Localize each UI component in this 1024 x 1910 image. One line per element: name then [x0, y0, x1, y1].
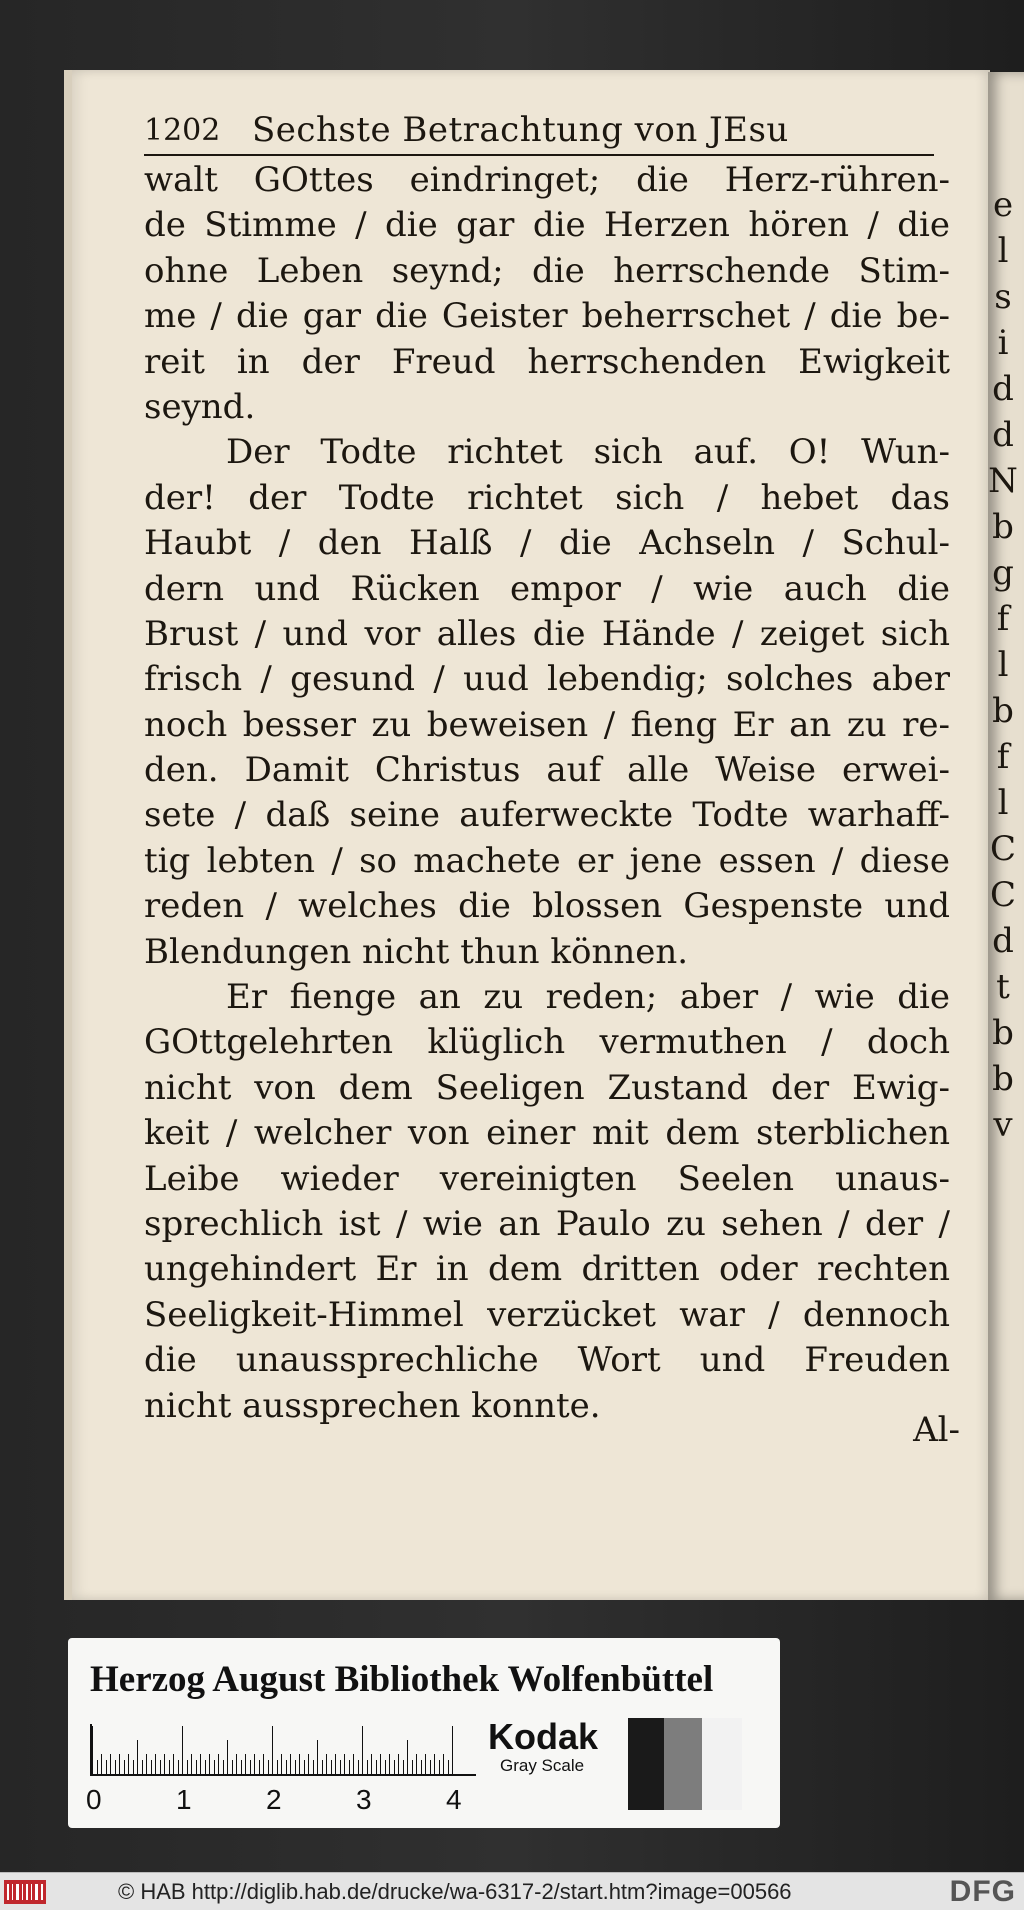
text-line: Der Todte richtet sich auf. O! Wun-	[226, 432, 950, 473]
text-line: sprechlich ist / wie an Paulo zu sehen / der /	[144, 1203, 950, 1244]
ruler-tick	[151, 1760, 152, 1774]
ruler-tick	[232, 1760, 233, 1774]
facing-page-letter: e	[992, 185, 1014, 225]
ruler-tick	[133, 1760, 134, 1774]
ruler-tick	[92, 1726, 93, 1774]
text-line: ohne Leben seynd; die herrschende Stim-	[144, 250, 950, 291]
text-line: GOttgelehrten klüglich vermuthen / doch	[144, 1022, 950, 1063]
source-url-link[interactable]: © HAB http://diglib.hab.de/drucke/wa-6317-2/start.htm?image=00566	[118, 1879, 792, 1904]
facing-page-letter: b	[992, 507, 1014, 547]
ruler-tick	[434, 1754, 435, 1774]
ruler-tick	[209, 1754, 210, 1774]
ruler-tick	[358, 1760, 359, 1774]
ruler-tick	[371, 1754, 372, 1774]
ruler-label: 1	[176, 1784, 192, 1815]
ruler-tick	[142, 1760, 143, 1774]
text-line: Haubt / den Halß / die Achseln / Schul-	[144, 523, 950, 564]
ruler-tick	[119, 1754, 120, 1774]
ruler-tick	[416, 1754, 417, 1774]
facing-page-letter: l	[997, 783, 1009, 823]
text-line: den. Damit Christus auf alle Weise erwei-	[144, 750, 950, 791]
text-line: keit / welcher von einer mit dem sterblichen	[144, 1113, 950, 1154]
swatch-white	[702, 1718, 742, 1810]
ruler-tick	[137, 1740, 138, 1774]
ruler-tick	[335, 1754, 336, 1774]
facing-page-edge	[988, 72, 1024, 1600]
kodak-logo: Kodak	[488, 1716, 599, 1757]
ruler-tick	[169, 1760, 170, 1774]
text-line: frisch / gesund / uud lebendig; solches aber	[144, 659, 950, 700]
ruler-tick	[412, 1760, 413, 1774]
swatch-black	[628, 1718, 664, 1810]
ruler-tick	[376, 1760, 377, 1774]
running-title: Sechste Betrachtung von JEsu	[252, 110, 789, 150]
ruler-tick	[200, 1754, 201, 1774]
page-number: 1202	[144, 113, 221, 148]
ruler-tick	[214, 1760, 215, 1774]
hab-barcode-icon	[4, 1880, 46, 1904]
ruler-tick	[259, 1760, 260, 1774]
text-line: walt GOttes eindringet; die Herz-rühren-	[144, 160, 950, 200]
ruler-tick	[182, 1726, 183, 1774]
ruler-tick	[295, 1760, 296, 1774]
ruler-tick	[385, 1760, 386, 1774]
facing-page-letter: l	[997, 645, 1009, 685]
facing-page-letters	[988, 182, 1018, 1148]
ruler-tick	[191, 1754, 192, 1774]
ruler-tick	[448, 1760, 449, 1774]
facing-page-letter: d	[992, 415, 1014, 455]
ruler-tick	[205, 1760, 206, 1774]
ruler-tick	[304, 1760, 305, 1774]
ruler-tick	[452, 1726, 453, 1774]
ruler-tick	[164, 1754, 165, 1774]
text-line: de Stimme / die gar die Herzen hören / die	[144, 205, 950, 246]
facing-page-letter: C	[989, 829, 1016, 869]
measurement-ruler	[90, 1724, 476, 1776]
ruler-tick	[106, 1760, 107, 1774]
ruler-tick	[331, 1760, 332, 1774]
ruler-tick	[407, 1740, 408, 1774]
facing-page-letter: t	[996, 967, 1010, 1007]
ruler-tick	[97, 1760, 98, 1774]
ruler-tick	[110, 1754, 111, 1774]
ruler-tick	[115, 1760, 116, 1774]
ruler-tick	[173, 1754, 174, 1774]
ruler-tick	[353, 1754, 354, 1774]
text-line: die unaussprechliche Wort und Freuden	[144, 1340, 950, 1381]
text-line: Leibe wieder vereinigten Seelen unaus-	[144, 1158, 950, 1199]
text-line: nicht aussprechen konnte.	[144, 1385, 601, 1426]
ruler-label: 4	[446, 1784, 462, 1815]
ruler-tick	[236, 1754, 237, 1774]
text-line: tig lebten / so machete er jene essen / diese	[144, 840, 950, 881]
ruler-tick	[317, 1740, 318, 1774]
page-header	[144, 108, 934, 156]
ruler-tick	[299, 1754, 300, 1774]
ruler-tick	[443, 1754, 444, 1774]
facing-page-letter: d	[992, 921, 1014, 961]
ruler-tick	[340, 1760, 341, 1774]
viewer-footer	[0, 1872, 1024, 1910]
institution-name: Herzog August Bibliothek Wolfenbüttel	[90, 1659, 714, 1700]
facing-page-letter: v	[993, 1105, 1013, 1145]
ruler-tick	[398, 1754, 399, 1774]
text-line: der! der Todte richtet sich / hebet das	[144, 477, 950, 518]
ruler-tick	[128, 1754, 129, 1774]
ruler-tick	[187, 1760, 188, 1774]
facing-page-letter: b	[992, 691, 1014, 731]
ruler-tick	[425, 1754, 426, 1774]
text-line: Er fienge an zu reden; aber / wie die	[226, 977, 950, 1018]
text-line: nicht von dem Seeligen Zustand der Ewig-	[144, 1067, 950, 1108]
ruler-tick	[254, 1754, 255, 1774]
color-calibration-card	[68, 1638, 780, 1828]
facing-page-letter: N	[988, 461, 1018, 501]
catchword: Al-	[913, 1410, 960, 1450]
facing-page-letter: f	[996, 599, 1010, 639]
ruler-tick	[367, 1760, 368, 1774]
ruler-tick	[439, 1760, 440, 1774]
ruler-tick	[362, 1726, 363, 1774]
facing-page-letter: b	[992, 1013, 1014, 1053]
facing-page-letter: f	[996, 737, 1010, 777]
facing-page-letter: d	[992, 369, 1014, 409]
ruler-tick	[394, 1760, 395, 1774]
ruler-tick	[227, 1740, 228, 1774]
ruler-tick	[146, 1754, 147, 1774]
ruler-label: 2	[266, 1784, 282, 1815]
dfg-logo: DFG	[949, 1875, 1016, 1908]
ruler-tick	[430, 1760, 431, 1774]
ruler-tick	[403, 1760, 404, 1774]
text-line: dern und Rücken empor / wie auch die	[144, 568, 950, 609]
facing-page-letter: i	[997, 323, 1009, 363]
facing-page-letter: C	[989, 875, 1016, 915]
text-line: me / die gar die Geister beherrschet / die be-	[144, 296, 950, 337]
ruler-tick	[268, 1760, 269, 1774]
ruler-tick	[380, 1754, 381, 1774]
ruler-tick	[421, 1760, 422, 1774]
ruler-labels	[86, 1784, 486, 1814]
facing-page-letter: l	[997, 231, 1009, 271]
gray-scale-label: Gray Scale	[500, 1756, 585, 1775]
text-line: sete / daß seine auferweckte Todte warhaff-	[144, 795, 950, 836]
ruler-tick	[344, 1754, 345, 1774]
ruler-label: 0	[86, 1784, 102, 1815]
text-line: Seeligkeit-Himmel verzücket war / dennoch	[144, 1294, 950, 1335]
text-line: reden / welches die blossen Gespenste und	[144, 886, 950, 927]
facing-page-letter: b	[992, 1059, 1014, 1099]
ruler-tick	[308, 1754, 309, 1774]
text-line: Brust / und vor alles die Hände / zeiget sich	[144, 613, 950, 654]
ruler-tick	[281, 1754, 282, 1774]
swatch-gray	[664, 1718, 702, 1810]
ruler-tick	[277, 1760, 278, 1774]
text-line: ungehindert Er in dem dritten oder rechten	[144, 1249, 950, 1290]
text-line: Blendungen nicht thun können.	[144, 931, 689, 972]
ruler-label: 3	[356, 1784, 372, 1815]
ruler-tick	[326, 1754, 327, 1774]
ruler-tick	[160, 1760, 161, 1774]
ruler-tick	[313, 1760, 314, 1774]
ruler-tick	[196, 1760, 197, 1774]
ruler-tick	[101, 1754, 102, 1774]
text-line: reit in der Freud herrschenden Ewigkeit	[144, 341, 950, 382]
ruler-tick	[286, 1760, 287, 1774]
ruler-tick	[272, 1726, 273, 1774]
ruler-tick	[124, 1760, 125, 1774]
ruler-tick	[223, 1760, 224, 1774]
ruler-tick	[218, 1754, 219, 1774]
facing-page-letter: s	[994, 277, 1012, 317]
text-line: noch besser zu beweisen / fieng Er an zu re-	[144, 704, 950, 745]
ruler-tick	[241, 1760, 242, 1774]
text-line: seynd.	[144, 386, 256, 427]
ruler-tick	[290, 1754, 291, 1774]
body-text	[144, 158, 950, 1429]
ruler-tick	[250, 1760, 251, 1774]
ruler-tick	[245, 1754, 246, 1774]
ruler-tick	[322, 1760, 323, 1774]
ruler-tick	[178, 1760, 179, 1774]
ruler-tick	[349, 1760, 350, 1774]
ruler-tick	[263, 1754, 264, 1774]
ruler-tick	[155, 1754, 156, 1774]
ruler-tick	[389, 1754, 390, 1774]
facing-page-letter: g	[992, 553, 1014, 593]
